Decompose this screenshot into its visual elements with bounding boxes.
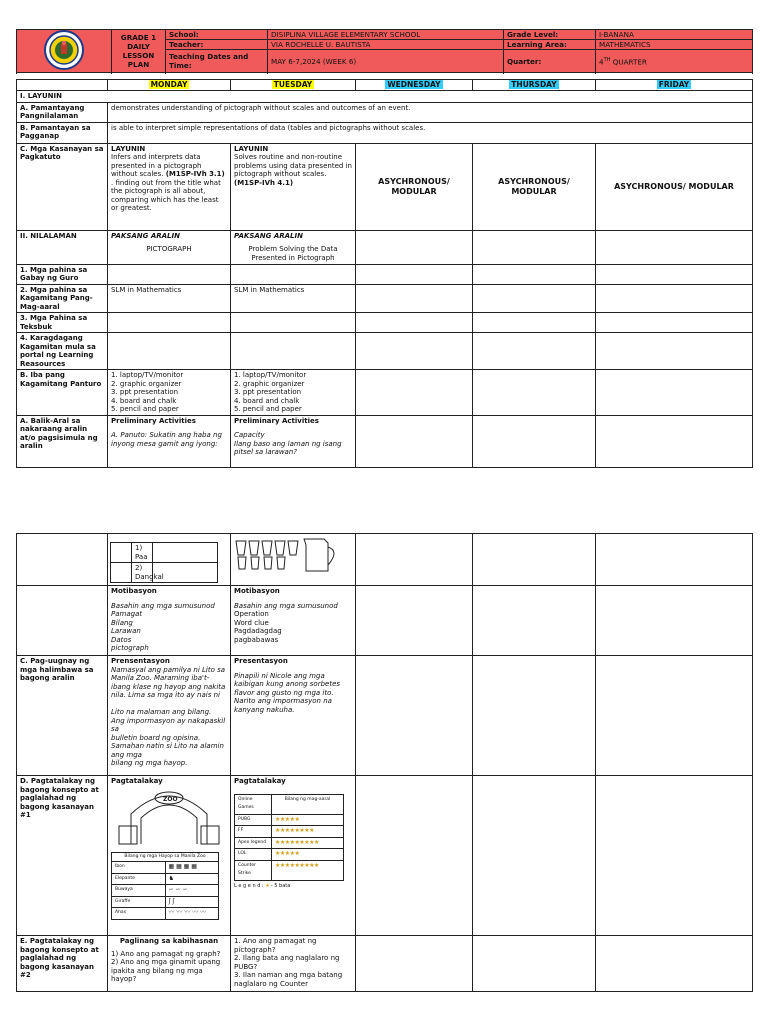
balik-aral-tuesday: Preliminary Activities Capacity Ilang baso ang laman ng isang pitsel sa larawan? (231, 415, 356, 467)
row-b2-label: B. Iba pang Kagamitang Panturo (17, 370, 108, 416)
row-c-label: C. Mga Kasanayan sa Pagkatuto (17, 143, 108, 230)
row-a-label: A. Pamantayang Pangnilalaman (17, 102, 108, 122)
motibasyon-tuesday: Motibasyon Basahin ang mga sumusunod Operation Word clue Pagdadagdag pagbabawas (231, 586, 356, 656)
game-name: Apex legend (235, 837, 272, 849)
teacher-value: VIA ROCHELLE U. BAUTISTA (268, 40, 504, 50)
zoo-pictograph: Bilang ng mga Hayop sa Manila Zoo Ibon ▦ ▦ ▦ ▦ Elepante ♞ Buwaya ∽ ∽ ∽ Giraffe ʃ ʃ Ahas 〰 〰 〰 〰 〰 (111, 852, 219, 920)
school-value: DISIPLINA VILLAGE ELEMENTARY SCHOOL (268, 30, 504, 40)
row-b-label: B. Pamantayan sa Pagganap (17, 122, 108, 143)
paglinang-monday: Paglinang sa kabihasnan 1) Ano ang pamagat ng graph? 2) Ano ang mga ginamit upang ipakita ang bilang ng mga hayop? (108, 936, 231, 992)
zoo-animal: Buwaya (112, 885, 166, 897)
row-2-monday: SLM in Mathematics (108, 284, 231, 313)
zoo-gate-illustration (111, 786, 227, 848)
learning-area-value: MATHEMATICS (596, 40, 753, 50)
grade-level-label: Grade Level: (504, 30, 596, 40)
lesson-plan-page-2 (16, 533, 752, 992)
balik-aral-label: A. Balik-Aral sa nakaraang aralin at/o pagsisimula ng aralin (17, 415, 108, 467)
row-c-friday: ASYCHRONOUS/ MODULAR (596, 143, 753, 230)
zoo-sign-text: ZOO (163, 795, 178, 803)
row-c-monday: LAYUNIN Infers and interprets data presented in a pictograph without scales. (M1SP-IVh 3.1) . finding out from the title what the pictograph is all about, comparing which has the least or greatest. (108, 143, 231, 230)
game-name: LOL (235, 849, 272, 861)
nilalaman-label: II. NILALAMAN (17, 230, 108, 264)
game-stars: ★★★★★★★★ (272, 826, 344, 838)
zoo-animal: Ahas (112, 908, 166, 920)
measure-row: 2) Dangkal (132, 563, 153, 583)
row-3-label: 3. Mga Pahina sa Teksbuk (17, 313, 108, 333)
dates-label: Teaching Dates and Time: (166, 50, 268, 73)
zoo-animal: Ibon (112, 862, 166, 874)
row-1-label: 1. Mga pahina sa Gabay ng Guro (17, 264, 108, 284)
game-stars: ★★★★★★★★★ (272, 837, 344, 849)
row-a-text: demonstrates understanding of pictograph without scales and outcomes of an event. (108, 102, 753, 122)
row-b-text: is able to interpret simple representations of data (tables and pictographs without scales. (108, 122, 753, 143)
presentasyon-tuesday: Presentasyon Pinapili ni Nicole ang mga kaibigan kung anong sorbetes flavor ang gusto ng mga ito. Narito ang impormasyon na kanyang nakuha. (231, 656, 356, 776)
row-c-thursday: ASYCHRONOUS/ MODULAR (473, 143, 596, 230)
lesson-table-1 (16, 79, 753, 468)
pagtatalakay-monday: Pagtatalakay ZOO Bilang ng mga Hayop sa Manila Zoo Ibon ▦ ▦ ▦ ▦ Elepante ♞ Buwaya ∽ ∽ ∽ Giraffe ʃ ʃ Ahas 〰 〰 〰 〰 〰 (108, 776, 231, 936)
quarter-label: Quarter: (504, 50, 596, 73)
day-thursday: THURSDAY (473, 80, 596, 91)
questions-tuesday: 1. Ano ang pamagat ng pictograph? 2. Ilang bata ang naglalaro ng PUBG? 3. Ilan naman ang mga batang naglalaro ng Counter (231, 936, 356, 992)
games-pictograph: Online Games Bilang ng mag-aaral PUBG ★★★★★ FF ★★★★★★★★ Apex legend ★★★★★★★★★ LOL ★★★★★ Counter Strike ★★★★★★★★★ (234, 794, 344, 881)
learning-area-label: Learning Area: (504, 40, 596, 50)
day-wednesday: WEDNESDAY (356, 80, 473, 91)
nilalaman-tuesday: PAKSANG ARALIN Problem Solving the Data Presented in Pictograph (231, 230, 356, 264)
game-name: FF (235, 826, 272, 838)
pagtatalakay-tuesday: Pagtatalakay Online Games Bilang ng mag-aaral PUBG ★★★★★ FF ★★★★★★★★ Apex legend ★★★★★★★★★ LOL ★★★★★ Counter Strike ★★★★★★★★★ L e g e n d : ★ - 5 bata (231, 776, 356, 936)
dates-value: MAY 6-7,2024 (WEEK 6) (268, 50, 504, 73)
lesson-plan-page-1 (16, 29, 752, 468)
day-header-row (17, 80, 753, 91)
game-name: PUBG (235, 814, 272, 826)
header-table (16, 29, 753, 73)
materials-tuesday: 1. laptop/TV/monitor 2. graphic organizer 3. ppt presentation 4. board and chalk 5. pencil and paper (231, 370, 356, 416)
row-e-label: E. Pagtatalakay ng bagong konsepto at paglalahad ng bagong kasanayan #2 (17, 936, 108, 992)
school-logo (17, 30, 112, 73)
school-label: School: (166, 30, 268, 40)
game-name: Counter Strike (235, 860, 272, 880)
row-4-label: 4. Karagdagang Kagamitan mula sa portal ng Learning Reasources (17, 333, 108, 370)
balik-aral-monday: Preliminary Activities A. Panuto: Sukatin ang haba ng inyong mesa gamit ang iyong: (108, 415, 231, 467)
pictograph-legend: L e g e n d : ★ - 5 bata (234, 882, 291, 889)
row-c-wednesday: ASYCHRONOUS/ MODULAR (356, 143, 473, 230)
zoo-title: Bilang ng mga Hayop sa Manila Zoo (112, 853, 219, 862)
day-friday: FRIDAY (596, 80, 753, 91)
day-tuesday: TUESDAY (231, 80, 356, 91)
nilalaman-monday: PAKSANG ARALIN PICTOGRAPH (108, 230, 231, 264)
row-c2-label: C. Pag-uugnay ng mga halimbawa sa bagong aralin (17, 656, 108, 776)
zoo-animal: Elepante (112, 873, 166, 885)
measure-row: 1) Paa (132, 543, 153, 563)
layunin-heading: I. LAYUNIN (17, 91, 753, 103)
grade-level-value: I-BANANA (596, 30, 753, 40)
game-stars: ★★★★★ (272, 814, 344, 826)
teacher-label: Teacher: (166, 40, 268, 50)
grade-block: GRADE 1 DAILY LESSON PLAN (112, 30, 166, 73)
row-2-tuesday: SLM in Mathematics (231, 284, 356, 313)
seal-icon (40, 30, 88, 70)
row-c-tuesday: LAYUNIN Solves routine and non-routine problems using data presented in pictograph without scales. (M1SP-IVh 4.1) (231, 143, 356, 230)
materials-monday: 1. laptop/TV/monitor 2. graphic organizer 3. ppt presentation 4. board and chalk 5. pencil and paper (108, 370, 231, 416)
game-stars: ★★★★★ (272, 849, 344, 861)
row-2-label: 2. Mga pahina sa Kagamitang Pang-Mag-aaral (17, 284, 108, 313)
measure-table-image (108, 534, 231, 586)
presentasyon-monday: Prensentasyon Namasyal ang pamilya ni Lito sa Manila Zoo. Maraming iba't-ibang klase ng hayop ang nakita nila. Lima sa mga ito ay nais ni Lito na malaman ang bilang. Ang impormasyon ay nakapaskil sa bulletin board ng opisina. Samahan natin si Lito na alamin ang mga bilang ng mga hayop. (108, 656, 231, 776)
day-monday: MONDAY (108, 80, 231, 91)
row-d-label: D. Pagtatalakay ng bagong konsepto at paglalahad ng bagong kasanayan #1 (17, 776, 108, 936)
glasses-and-pitcher-illustration (232, 535, 344, 575)
motibasyon-monday: Motibasyon Basahin ang mga sumusunod Pamagat Bilang Larawan Datos pictograph (108, 586, 231, 656)
lesson-table-2 (16, 533, 753, 992)
zoo-animal: Giraffe (112, 896, 166, 908)
measure-table (110, 542, 218, 583)
quarter-value: 4TH QUARTER (596, 50, 753, 73)
game-stars: ★★★★★★★★★ (272, 860, 344, 880)
glasses-pitcher-image (231, 534, 356, 586)
